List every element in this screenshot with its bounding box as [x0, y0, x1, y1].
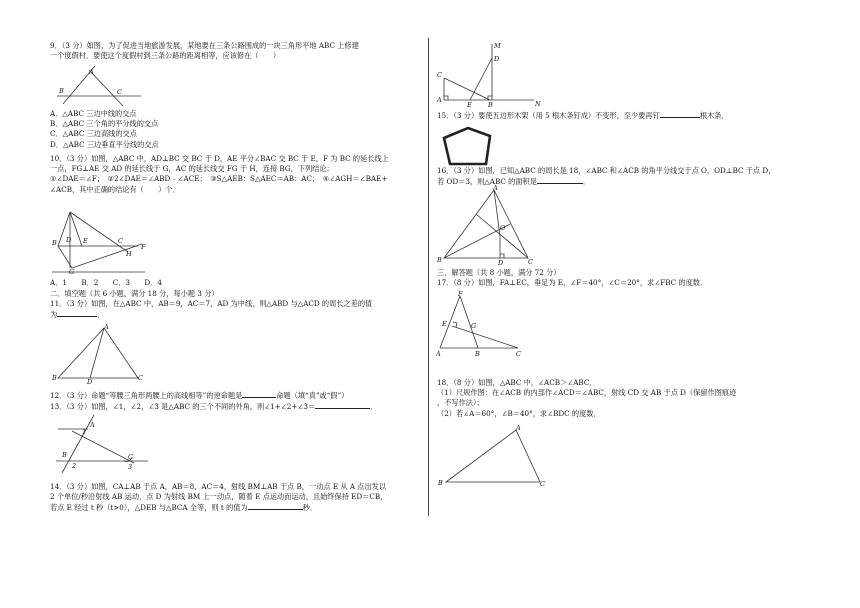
q14-line-3-start: 若点 E 经过 t 秒（t>0），△DEB 与△BCA 全等，则 t 的值为	[50, 503, 248, 513]
section-2-title: 二．填空题（共 6 小题，满分 18 分，每小题 3 分）	[50, 289, 219, 298]
q17-label-c: C	[516, 350, 521, 358]
q14-label-n: N	[535, 100, 541, 108]
q14-label-a: A	[437, 96, 442, 104]
q18-label-a: A	[516, 424, 521, 432]
q16-line-1: 16．（3 分）如图，已知△ABC 的周长是 18，∠ABC 和∠ACB 的角平分线交于点 O，OD⊥BC 于点 D，	[437, 166, 776, 175]
q11-line-1: 11．（3 分）如图，在△ABC 中，AB＝9，AC＝7，AD 为中线，则△ABD 与△ACD 的周长之差的值	[50, 299, 373, 308]
q9-label-c: C	[117, 88, 122, 96]
q13-text-a: 13．（3 分）如图，∠1，∠2，∠3 是△ABC 的三个不同的外角，则∠1+∠2+∠3＝	[50, 402, 316, 411]
q11-line-2-end: ．	[97, 310, 105, 320]
column-divider	[428, 38, 429, 516]
q12-text-b: 命题（填“真”或“假”）	[276, 391, 349, 400]
q14-label-e: E	[467, 101, 472, 109]
q17-figure	[434, 290, 526, 356]
q12-answer-blank[interactable]	[242, 390, 276, 398]
q9-label-b: B	[59, 87, 64, 95]
q14-answer-blank[interactable]	[248, 502, 303, 510]
q9-options	[50, 109, 159, 150]
q10-label-c: C	[118, 237, 123, 245]
q15-answer-blank[interactable]	[660, 110, 700, 118]
q13-label-2: 2	[72, 462, 77, 470]
q14-label-c: C	[437, 71, 442, 79]
q17-text: 17．（8 分）如图，FA⊥EC，垂足为 E，∠F＝40°，∠C＝20°，求∠FBC 的度数．	[437, 278, 708, 287]
question-17	[437, 278, 707, 288]
q13-text-b: ．	[370, 402, 378, 411]
question-18	[437, 378, 736, 419]
question-16	[437, 166, 775, 187]
q10-line-4: ∠ACB，其中正确的结论有（ ）个．	[50, 184, 180, 194]
question-11	[50, 299, 372, 320]
q12-text-a: 12．（3 分）命题“等腰三角形两腰上的高线相等”的逆命题是	[50, 391, 243, 400]
q9-line-1: 9．（3 分）如图，为了促进当地旅游发展，某地要在三条公路围成的一块三角形平地 ABC 上修建	[50, 41, 359, 50]
q16-line-2-start: 若 OD＝3，则△ABC 的面积是	[437, 177, 537, 187]
q16-label-o: O	[500, 224, 506, 232]
q16-label-a: A	[493, 184, 498, 192]
q16-label-d: D	[498, 259, 504, 267]
q18-line-1: 18．（8 分）如图，△ABC 中，∠ACB＞∠ABC．	[437, 378, 597, 387]
q9-option-d[interactable]: D．△ABC 三边垂直平分线的交点	[50, 139, 159, 149]
q11-line-2-start: 为	[50, 310, 58, 320]
q16-line-2-end: ．	[582, 177, 591, 187]
q13-label-3: 3	[128, 463, 133, 471]
q17-label-e: E	[442, 320, 447, 328]
q16-label-c: C	[528, 258, 533, 266]
q13-answer-blank[interactable]	[315, 401, 370, 409]
q17-label-f: F	[458, 290, 463, 298]
question-10	[50, 154, 389, 195]
question-15	[437, 110, 729, 121]
q18-line-3: ，不写作法）；	[437, 398, 484, 408]
section-3-title: 三．解答题（共 8 小题，满分 72 分）	[437, 268, 561, 277]
q10-options-line[interactable]: A．1 B．2 C．3 D．4	[50, 278, 162, 287]
q18-label-c: C	[540, 480, 545, 488]
q14-label-b: B	[488, 101, 493, 109]
q10-options	[50, 278, 162, 288]
q13-figure	[52, 413, 152, 477]
q14-label-m: M	[494, 42, 501, 50]
section-3-heading	[437, 268, 560, 278]
q10-line-3: ①∠DAE＝∠F； ②2∠DAE＝∠ABD﹣∠ACE； ③S△AEB：S△AEC＝AB：AC； ④∠AGH＝∠BAE+	[50, 174, 388, 184]
q16-figure	[436, 186, 536, 266]
q10-line-1: 10．（3 分）如图，△ABC 中，AD⊥BC 交 BC 于 D，AE 平分∠BAC 交 BC 于 E，F 为 BC 的延长线上	[50, 154, 389, 163]
q17-label-g: G	[471, 322, 477, 330]
q11-label-c: C	[138, 374, 143, 382]
q10-label-g: G	[69, 268, 75, 276]
q16-label-b: B	[437, 256, 442, 264]
q14-figure	[436, 42, 546, 108]
section-2-heading	[50, 289, 219, 299]
q10-label-d: D	[66, 236, 72, 244]
q9-option-b[interactable]: B．△ABC 三个角的平分线的交点	[50, 119, 159, 129]
q13-label-a: A	[90, 421, 95, 429]
q13-label-c: C	[128, 453, 133, 461]
q9-option-c[interactable]: C．△ABC 三边高线的交点	[50, 129, 137, 139]
q11-label-d: D	[87, 378, 93, 386]
q10-figure	[50, 208, 150, 274]
q15-pentagon-figure	[440, 126, 496, 168]
q14-line-1: 14．（3 分）如图，CA⊥AB 于点 A，AB＝8，AC＝4，射线 BM⊥AB 于点 B，一动点 E 从 A 点出发以	[50, 482, 387, 491]
q17-label-b: B	[475, 350, 480, 358]
q18-line-4: （2）若∠A＝60°，∠B＝40°，求∠BDC 的度数．	[437, 408, 601, 418]
q14-line-3-end: 秒．	[302, 503, 318, 513]
q10-label-b: B	[52, 239, 57, 247]
q9-line-2: 一个度假村．要使这个度假村到三条公路的距离相等，应该修在（ ）	[50, 51, 281, 61]
q11-label-b: B	[52, 374, 57, 382]
q13-label-1: 1	[82, 428, 87, 436]
question-12	[50, 390, 348, 401]
q11-figure	[52, 324, 147, 384]
q11-answer-blank[interactable]	[57, 309, 97, 317]
q18-label-b: B	[438, 479, 443, 487]
q11-label-a: A	[104, 323, 109, 331]
q16-answer-blank[interactable]	[537, 176, 583, 184]
q17-label-a: A	[436, 350, 441, 358]
question-14	[50, 482, 387, 514]
q10-label-h: H	[126, 250, 132, 258]
q15-text-b: 根木条．	[699, 111, 729, 120]
q10-label-f: F	[141, 243, 146, 251]
q18-figure	[436, 424, 548, 490]
q9-option-a[interactable]: A．△ABC 三边中线的交点	[50, 109, 137, 118]
q10-line-2: 一点，FG⊥AE 交 AD 的延长线于 G，AC 的延长线交 FG 于 H，连接 BG，下列结论：	[50, 164, 334, 174]
q14-label-d: D	[494, 55, 500, 63]
q14-line-2: 2 个单位/秒沿射线 AB 运动，点 D 为射线 BM 上一动点，随着 E 点运动而运动，且始终保持 ED＝CB，	[50, 492, 388, 502]
q9-figure	[55, 66, 145, 108]
q13-label-b: B	[62, 451, 67, 459]
q15-text-a: 15．（3 分）要使五边形木架（用 5 根木条钉成）不变形，至少要再钉	[437, 111, 660, 120]
question-9	[50, 41, 359, 61]
q10-label-e: E	[83, 237, 88, 245]
question-13	[50, 401, 377, 412]
q18-line-2: （1）尺规作图：在∠ACB 的内部作∠ACD＝∠ABC，射线 CD 交 AB 于点 D（保留作图痕迹	[437, 388, 737, 398]
q9-label-a: A	[89, 68, 94, 76]
